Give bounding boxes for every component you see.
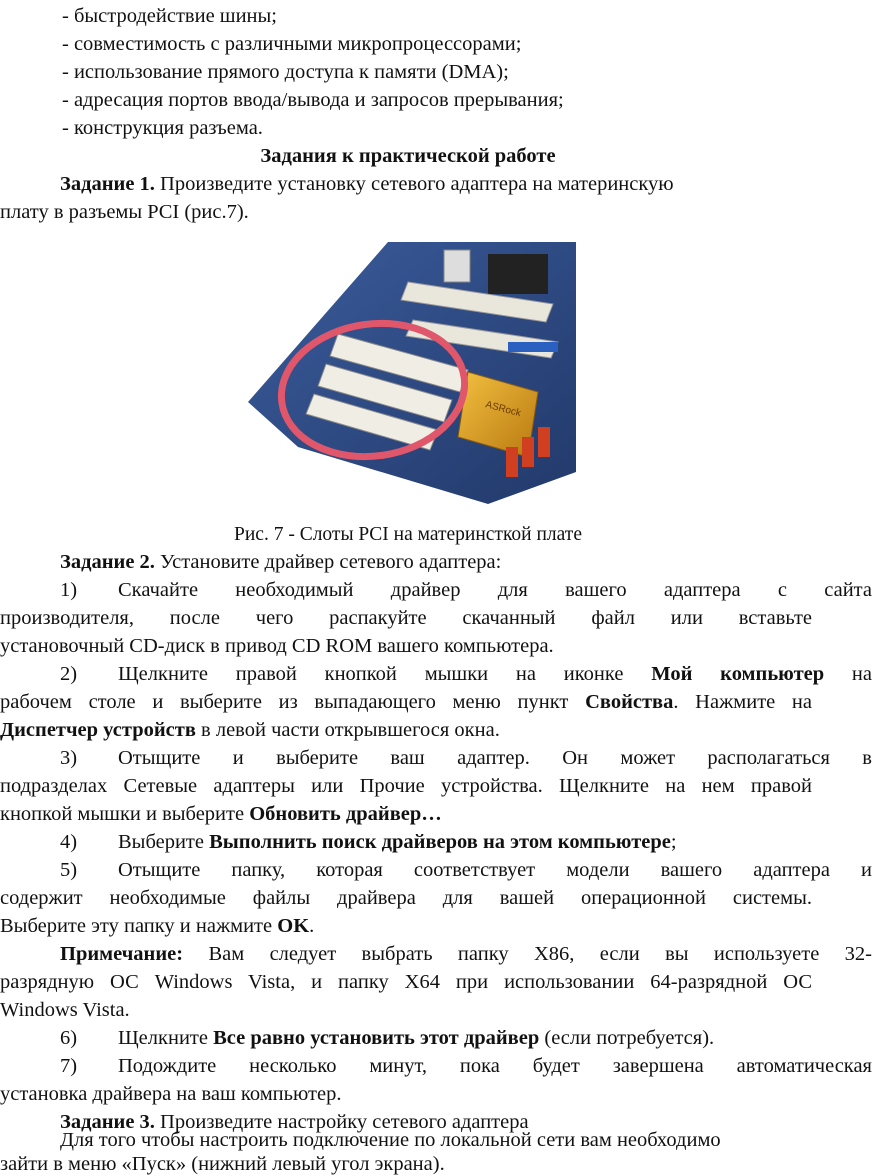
step3-line-2: подразделах Сетевые адаптеры или Прочие устройства. Щелкните на нем правой bbox=[0, 775, 812, 797]
task1-label: Задание 1. bbox=[60, 173, 155, 195]
task2-text: Установите драйвер сетевого адаптера: bbox=[154, 551, 502, 573]
step-text: на bbox=[824, 663, 872, 685]
task1-text: Произведите установку сетевого адаптера на материнскую bbox=[154, 173, 674, 195]
step3-line-3 bbox=[0, 800, 816, 828]
step-number: 3) bbox=[60, 747, 78, 769]
step1-line-1 bbox=[0, 576, 872, 604]
step-text: Подождите несколько минут, пока будет завершена автоматическая bbox=[118, 1055, 872, 1077]
section-title bbox=[0, 142, 816, 170]
step-bold-text: Выполнить поиск драйверов на этом компьютере bbox=[209, 831, 671, 853]
step-text: . bbox=[309, 915, 315, 937]
task3-line-2: зайти в меню «Пуск» (нижний левый угол экрана). bbox=[0, 1153, 445, 1175]
step-text: . Нажмите на bbox=[673, 691, 813, 713]
step-text: в левой части открывшегося окна. bbox=[195, 719, 500, 741]
step-bold-text: Все равно установить этот драйвер bbox=[213, 1027, 540, 1049]
step2-line-3 bbox=[0, 716, 816, 744]
step-bold-text: Обновить драйвер… bbox=[249, 803, 442, 825]
step7-line-1 bbox=[0, 1052, 872, 1080]
step-number: 1) bbox=[60, 579, 78, 601]
step1-line-3: установочный CD-диск в привод CD ROM вашего компьютера. bbox=[0, 635, 554, 657]
list-item: - конструкция разъема. bbox=[62, 117, 263, 139]
note-line-2: разрядную ОС Windows Vista, и папку X64 при использовании 64-разрядной ОС bbox=[0, 971, 812, 993]
task2-line bbox=[0, 548, 876, 576]
step5-line-1 bbox=[0, 856, 872, 884]
blue-header bbox=[508, 342, 558, 352]
note-label: Примечание: bbox=[60, 943, 184, 965]
step-bold-text: Диспетчер устройств bbox=[0, 719, 196, 741]
step-number: 6) bbox=[60, 1027, 78, 1049]
list-item: - быстродействие шины; bbox=[62, 5, 277, 27]
figure-caption: Рис. 7 - Слоты PCI на материнсткой плате bbox=[234, 524, 582, 545]
step5-line-3 bbox=[0, 912, 816, 940]
step-text: ; bbox=[670, 831, 677, 853]
step-text: Отыщите и выберите ваш адаптер. Он может располагаться в bbox=[118, 747, 872, 769]
step-number: 4) bbox=[60, 831, 78, 853]
step-number: 7) bbox=[60, 1055, 78, 1077]
step2-line-1 bbox=[0, 660, 872, 688]
step-text: Отыщите папку, которая соответствует модели вашего адаптера и bbox=[118, 859, 872, 881]
step-text: Выберите bbox=[118, 831, 210, 853]
step-text: Выберите эту папку и нажмите bbox=[0, 915, 278, 937]
step-number: 5) bbox=[60, 859, 78, 881]
step-text: рабочем столе и выберите из выпадающего меню пункт bbox=[0, 691, 586, 713]
board-brand-label: ASRock bbox=[484, 399, 522, 420]
task1-line bbox=[0, 170, 876, 198]
step-bold-text: OK bbox=[277, 915, 310, 937]
step7-line-2: установка драйвера на ваш компьютер. bbox=[0, 1083, 342, 1105]
step2-line-2 bbox=[0, 688, 812, 716]
chip-block bbox=[488, 254, 548, 294]
motherboard-photo bbox=[238, 242, 576, 504]
step6-line bbox=[0, 1024, 876, 1052]
step-text: Щелкните bbox=[118, 1027, 214, 1049]
connector-block bbox=[444, 250, 470, 282]
task3-line-1: Для того чтобы настроить подключение по локальной сети вам необходимо bbox=[60, 1129, 721, 1151]
step-text: кнопкой мышки и выберите bbox=[0, 803, 250, 825]
step3-line-1 bbox=[0, 744, 872, 772]
step-text: Скачайте необходимый драйвер для вашего адаптера с сайта bbox=[118, 579, 872, 601]
step-text: (если потребуется). bbox=[539, 1027, 715, 1049]
section-title-text: Задания к практической работе bbox=[260, 145, 556, 167]
list-item: - использование прямого доступа к памяти (DMA); bbox=[62, 61, 509, 83]
step-text: Щелкните правой кнопкой мышки на иконке bbox=[118, 663, 652, 685]
list-item: - совместимость с различными микропроцессорами; bbox=[62, 33, 522, 55]
sata-port bbox=[538, 427, 550, 457]
step5-line-2: содержит необходимые файлы драйвера для вашей операционной системы. bbox=[0, 887, 812, 909]
step-bold-text: Мой компьютер bbox=[651, 663, 825, 685]
sata-port bbox=[522, 437, 534, 467]
step-bold-text: Свойства bbox=[585, 691, 674, 713]
note-line-3: Windows Vista. bbox=[0, 999, 130, 1021]
task2-label: Задание 2. bbox=[60, 551, 155, 573]
note-text: Вам следует выбрать папку X86, если вы используете 32- bbox=[183, 943, 872, 965]
step-number: 2) bbox=[60, 663, 78, 685]
task3-label: Задание 3. bbox=[60, 1111, 155, 1133]
task3-text: Произведите настройку сетевого адаптера bbox=[154, 1111, 529, 1133]
note-line-1 bbox=[0, 940, 872, 968]
step1-line-2: производителя, после чего распакуйте скачанный файл или вставьте bbox=[0, 607, 812, 629]
task1-line-2: плату в разъемы PCI (рис.7). bbox=[0, 201, 249, 223]
step4-line bbox=[0, 828, 876, 856]
list-item: - адресация портов ввода/вывода и запросов прерывания; bbox=[62, 89, 564, 111]
sata-port bbox=[506, 447, 518, 477]
